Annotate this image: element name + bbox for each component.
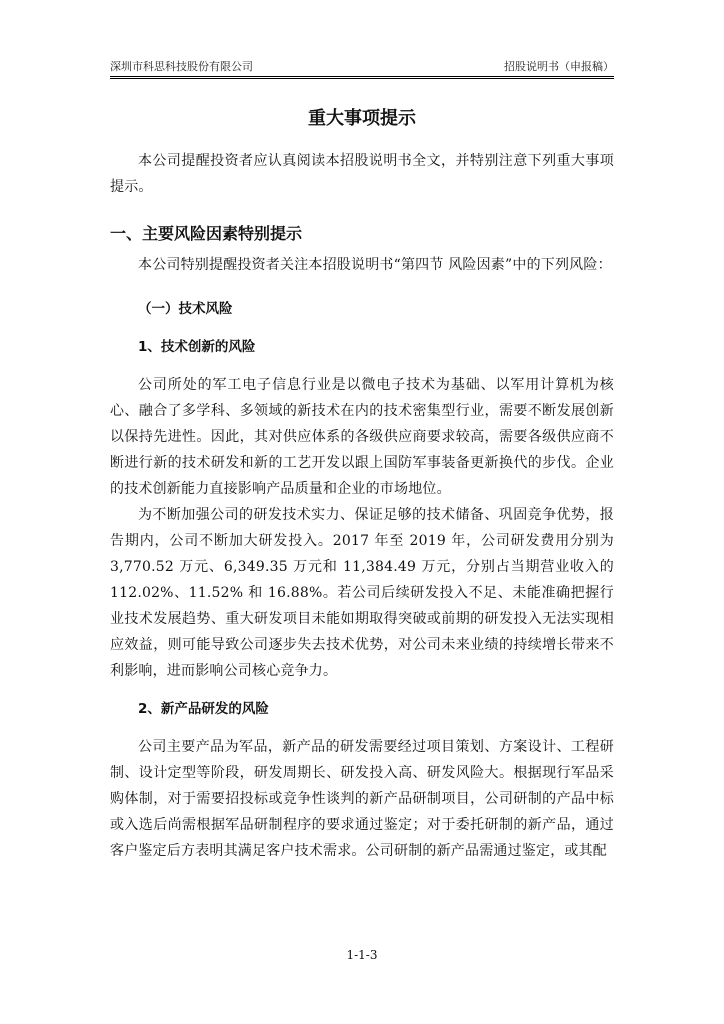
page-body (110, 104, 614, 864)
section-intro-paragraph: 本公司特别提醒投资者关注本招股说明书“第四节 风险因素”中的下列风险： (138, 257, 612, 273)
page-title: 重大事项提示 (308, 108, 416, 129)
section-heading-risk: 一、主要风险因素特别提示 (110, 224, 303, 243)
intro-paragraph: 本公司提醒投资者应认真阅读本招股说明书全文，并特别注意下列重大事项提示。 (110, 153, 614, 195)
header-divider (110, 76, 614, 79)
innovation-paragraph-2: 为不断加强公司的研发技术实力、保证足够的技术储备、巩固竞争优势，报告期内，公司不断加大研发投入。2017 年至 2019 年，公司研发费用分别为 3,770.52 万元、6,349.35 万元和 11,384.49 万元，分别占当期营业收入的 112.02%、11.52% 和 16.88%。若公司后续研发投入不足、未能准确把握行业技术发展趋势、重大研发项目未能如期取得突破或前期的研发投入无法实现相应效益，则可能导致公司逐步失去技术优势，对公司未来业绩的持续增长带来不利影响，进而影响公司核心竞争力。 (110, 507, 614, 679)
subsection-heading-tech-risk: （一）技术风险 (138, 301, 233, 317)
innovation-paragraph-1: 公司所处的军工电子信息行业是以微电子技术为基础、以军用计算机为核心、融合了多学科、多领域的新技术在内的技术密集型行业，需要不断发展创新以保持先进性。因此，其对供应体系的各级供应商要求较高，需要各级供应商不断进行新的技术研发和新的工艺开发以跟上国防军事装备更新换代的步伐。企业的技术创新能力直接影响产品质量和企业的市场地位。 (110, 377, 614, 497)
new-product-paragraph-1: 公司主要产品为军品，新产品的研发需要经过项目策划、方案设计、工程研制、设计定型等阶段，研发周期长、研发投入高、研发风险大。根据现行军品采购体制，对于需要招投标或竞争性谈判的新产品研制项目，公司研制的产品中标或入选后尚需根据军品研制程序的要求通过鉴定；对于委托研制的新产品，通过客户鉴定后方表明其满足客户技术需求。公司研制的新产品需通过鉴定，或其配 (110, 739, 614, 859)
page-number: 1-1-3 (346, 948, 378, 962)
page-header (110, 58, 614, 76)
item-heading-new-product: 2、新产品研发的风险 (138, 701, 269, 717)
item-heading-innovation: 1、技术创新的风险 (138, 339, 256, 355)
header-company: 深圳市科思科技股份有限公司 (110, 60, 253, 73)
header-doc-title: 招股说明书（申报稿） (504, 60, 614, 73)
